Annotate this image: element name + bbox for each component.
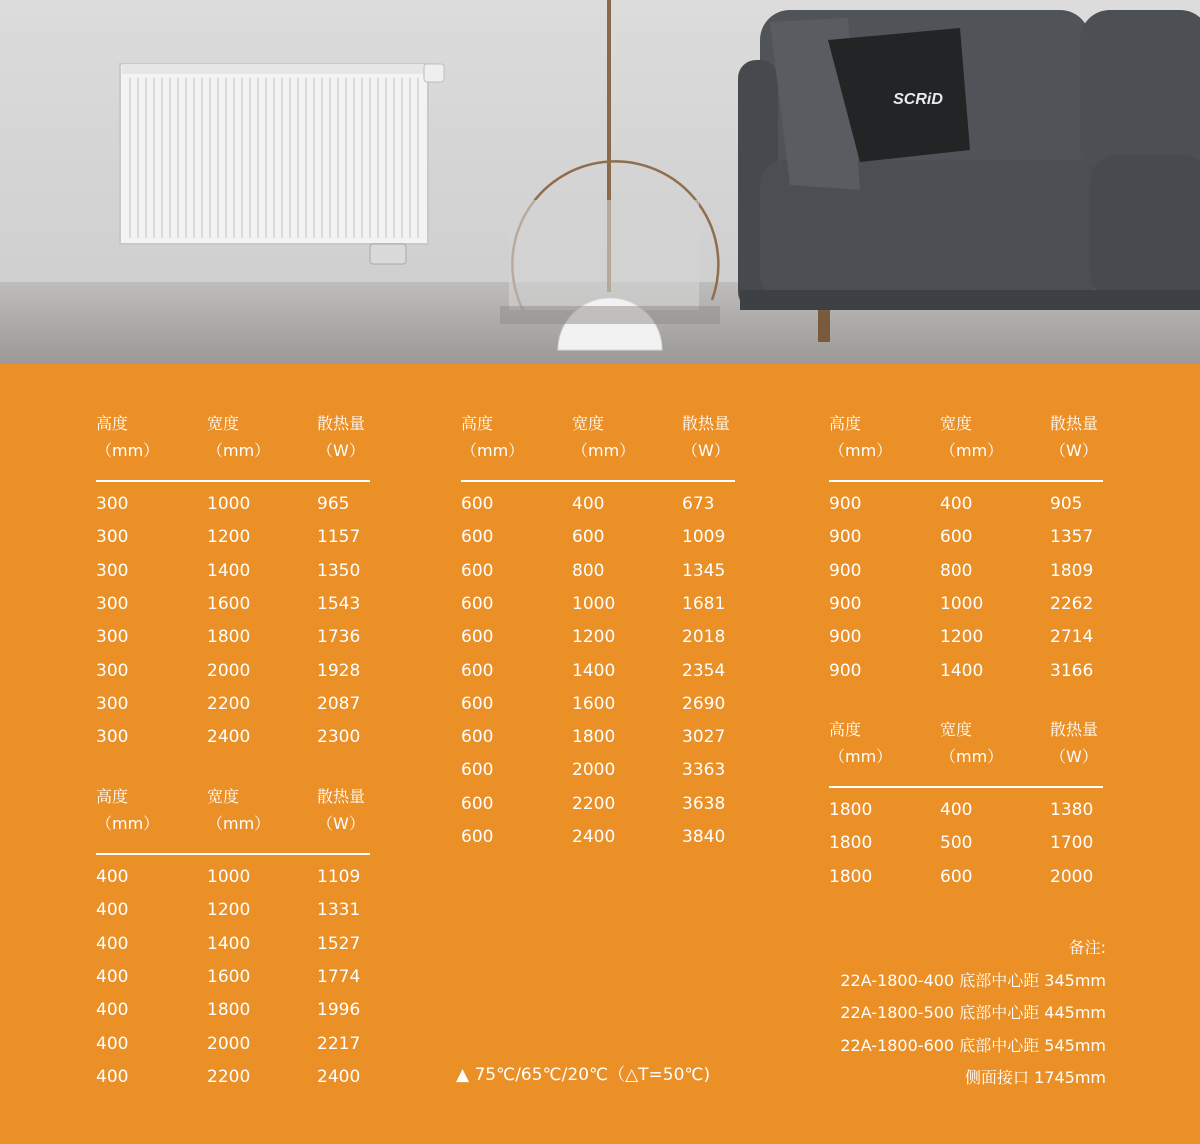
- cell-height: 600: [461, 494, 494, 514]
- table-row: [461, 760, 735, 793]
- cell-width: 800: [572, 560, 605, 581]
- pillow-logo: SCRiD: [893, 91, 943, 108]
- header-width: 宽度 （mm）: [207, 787, 271, 833]
- cell-heat-output: 2262: [1050, 593, 1094, 614]
- table-row: [461, 694, 735, 727]
- cell-height: 900: [829, 527, 862, 548]
- cell-height: 600: [461, 693, 494, 714]
- header-divider: [96, 853, 370, 855]
- cell-heat-output: 2217: [317, 1033, 361, 1054]
- cell-height: 1800: [829, 800, 873, 820]
- header-height: 高度 （mm）: [829, 720, 893, 766]
- cell-heat-output: 1681: [682, 593, 726, 614]
- cell-height: 400: [96, 966, 129, 987]
- table-row: [829, 527, 1103, 560]
- header-divider: [829, 786, 1103, 788]
- cell-height: 900: [829, 494, 862, 514]
- cell-heat-output: 3840: [682, 827, 726, 847]
- cell-width: 1000: [207, 867, 251, 887]
- cell-width: 2200: [572, 793, 616, 814]
- cell-height: 1800: [829, 866, 873, 887]
- cell-heat-output: 2714: [1050, 627, 1094, 648]
- cell-heat-output: 1345: [682, 560, 726, 581]
- cell-heat-output: 1774: [317, 966, 361, 987]
- cell-height: 300: [96, 494, 129, 514]
- table-row: [461, 594, 735, 627]
- table-row: [461, 494, 735, 527]
- cell-heat-output: 2087: [317, 693, 361, 714]
- header-height: 高度 （mm）: [829, 414, 893, 460]
- table-row: [461, 527, 735, 560]
- cell-width: 1000: [207, 494, 251, 514]
- header-heat-output: 散热量 （W）: [1050, 720, 1099, 766]
- cell-width: 1800: [572, 727, 616, 748]
- header-width: 宽度 （mm）: [940, 720, 1004, 766]
- cell-heat-output: 3638: [682, 793, 726, 814]
- sofa-icon: [738, 10, 1200, 342]
- table-row: [96, 900, 370, 933]
- cell-width: 2200: [207, 1066, 251, 1087]
- cell-width: 1200: [572, 627, 616, 648]
- table-row: [96, 934, 370, 967]
- cell-width: 1000: [572, 593, 616, 614]
- cell-height: 300: [96, 660, 129, 681]
- cell-width: 1800: [207, 627, 251, 648]
- table-header: [96, 410, 370, 480]
- test-condition-note: ▲ 75℃/65℃/20℃（△T=50℃): [456, 1065, 711, 1085]
- cell-height: 600: [461, 727, 494, 748]
- cell-width: 2000: [572, 760, 616, 781]
- cell-heat-output: 1736: [317, 627, 361, 648]
- cell-width: 800: [940, 560, 973, 581]
- cell-width: 400: [572, 494, 605, 514]
- cell-heat-output: 1109: [317, 867, 361, 887]
- cell-height: 600: [461, 827, 494, 847]
- cell-width: 1400: [207, 933, 251, 954]
- table-row: [461, 794, 735, 827]
- cell-width: 1600: [207, 966, 251, 987]
- cell-width: 1200: [207, 527, 251, 548]
- header-divider: [829, 480, 1103, 482]
- cell-width: 1400: [572, 660, 616, 681]
- cell-height: 300: [96, 627, 129, 648]
- header-width: 宽度 （mm）: [572, 414, 636, 460]
- header-divider: [96, 480, 370, 482]
- room-scene: [0, 0, 1200, 364]
- cell-heat-output: 1350: [317, 560, 361, 581]
- table-row: [96, 561, 370, 594]
- cell-heat-output: 905: [1050, 494, 1083, 514]
- table-row: [829, 661, 1103, 694]
- table-row: [96, 867, 370, 900]
- cell-heat-output: 1380: [1050, 800, 1094, 820]
- table-row: [96, 661, 370, 694]
- table-row: [461, 827, 735, 860]
- table-row: [829, 561, 1103, 594]
- cell-height: 600: [461, 627, 494, 648]
- header-divider: [461, 480, 735, 482]
- cell-heat-output: 673: [682, 494, 715, 514]
- cell-height: 400: [96, 867, 129, 887]
- cell-width: 2200: [207, 693, 251, 714]
- cell-heat-output: 1543: [317, 593, 361, 614]
- cell-heat-output: 2354: [682, 660, 726, 681]
- cell-width: 2000: [207, 1033, 251, 1054]
- cell-heat-output: 1928: [317, 660, 361, 681]
- cell-heat-output: 3363: [682, 760, 726, 781]
- remark-line: 22A-1800-600 底部中心距 545mm: [840, 1035, 1106, 1055]
- cell-heat-output: 3166: [1050, 660, 1094, 681]
- cell-height: 600: [461, 760, 494, 781]
- cell-height: 600: [461, 560, 494, 581]
- table-row: [829, 833, 1103, 866]
- cell-height: 400: [96, 1033, 129, 1054]
- table-row: [96, 527, 370, 560]
- header-heat-output: 散热量 （W）: [317, 787, 366, 833]
- cell-heat-output: 1809: [1050, 560, 1094, 581]
- cell-heat-output: 2000: [1050, 866, 1094, 887]
- cell-heat-output: 1700: [1050, 833, 1094, 854]
- cell-height: 300: [96, 693, 129, 714]
- table-header: [461, 410, 735, 480]
- cell-height: 400: [96, 933, 129, 954]
- cell-width: 1200: [207, 900, 251, 921]
- cell-heat-output: 1996: [317, 1000, 361, 1021]
- cell-height: 400: [96, 1066, 129, 1087]
- cell-width: 500: [940, 833, 973, 854]
- cell-width: 1600: [572, 693, 616, 714]
- table-row: [461, 727, 735, 760]
- header-height: 高度 （mm）: [96, 787, 160, 833]
- cell-heat-output: 965: [317, 494, 350, 514]
- cell-height: 900: [829, 593, 862, 614]
- cell-height: 1800: [829, 833, 873, 854]
- header-heat-output: 散热量 （W）: [1050, 414, 1099, 460]
- cell-height: 300: [96, 593, 129, 614]
- table-row: [461, 661, 735, 694]
- cell-heat-output: 2690: [682, 693, 726, 714]
- table-row: [829, 800, 1103, 833]
- table-row: [96, 1034, 370, 1067]
- table-row: [829, 494, 1103, 527]
- cell-height: 300: [96, 560, 129, 581]
- cell-height: 600: [461, 593, 494, 614]
- cell-width: 1200: [940, 627, 984, 648]
- cell-height: 900: [829, 627, 862, 648]
- header-height: 高度 （mm）: [96, 414, 160, 460]
- table-row: [461, 561, 735, 594]
- cell-heat-output: 3027: [682, 727, 726, 748]
- table-row: [96, 694, 370, 727]
- table-row: [96, 627, 370, 660]
- table-header: [829, 716, 1103, 786]
- remark-line: 22A-1800-400 底部中心距 345mm: [840, 970, 1106, 990]
- cell-width: 2400: [572, 827, 616, 847]
- remarks-title: 备注:: [1068, 938, 1106, 957]
- header-heat-output: 散热量 （W）: [682, 414, 731, 460]
- cell-width: 1600: [207, 593, 251, 614]
- cell-heat-output: 1527: [317, 933, 361, 954]
- cell-width: 1400: [940, 660, 984, 681]
- cell-heat-output: 1009: [682, 527, 726, 548]
- table-row: [829, 867, 1103, 900]
- table-row: [96, 967, 370, 1000]
- cell-width: 600: [940, 866, 973, 887]
- table-row: [96, 727, 370, 760]
- remarks: [840, 932, 1106, 1095]
- cell-width: 600: [572, 527, 605, 548]
- cell-width: 600: [940, 527, 973, 548]
- cell-width: 400: [940, 494, 973, 514]
- cell-heat-output: 1331: [317, 900, 361, 921]
- table-row: [461, 627, 735, 660]
- cell-height: 300: [96, 527, 129, 548]
- header-width: 宽度 （mm）: [940, 414, 1004, 460]
- table-row: [96, 594, 370, 627]
- table-row: [96, 1067, 370, 1100]
- hero-image: [0, 0, 1200, 364]
- remark-line: 22A-1800-500 底部中心距 445mm: [840, 1003, 1106, 1022]
- cell-height: 600: [461, 793, 494, 814]
- cell-heat-output: 2300: [317, 727, 361, 748]
- header-height: 高度 （mm）: [461, 414, 525, 460]
- cell-width: 2000: [207, 660, 251, 681]
- cell-height: 600: [461, 527, 494, 548]
- cell-height: 600: [461, 660, 494, 681]
- table-row: [829, 594, 1103, 627]
- cell-height: 300: [96, 727, 129, 748]
- cell-width: 1000: [940, 593, 984, 614]
- cell-width: 2400: [207, 727, 251, 748]
- table-row: [96, 494, 370, 527]
- cell-height: 900: [829, 560, 862, 581]
- cell-width: 400: [940, 800, 973, 820]
- cell-height: 400: [96, 1000, 129, 1021]
- cell-width: 1800: [207, 1000, 251, 1021]
- cell-height: 900: [829, 660, 862, 681]
- cell-heat-output: 2018: [682, 627, 726, 648]
- header-heat-output: 散热量 （W）: [317, 414, 366, 460]
- cell-height: 400: [96, 900, 129, 921]
- cell-width: 1400: [207, 560, 251, 581]
- table-row: [96, 1000, 370, 1033]
- table-header: [829, 410, 1103, 480]
- cell-heat-output: 1357: [1050, 527, 1094, 548]
- cell-heat-output: 1157: [317, 527, 361, 548]
- header-width: 宽度 （mm）: [207, 414, 271, 460]
- table-header: [96, 783, 370, 853]
- remark-line: 侧面接口 1745mm: [965, 1068, 1106, 1087]
- cell-heat-output: 2400: [317, 1066, 361, 1087]
- table-row: [829, 627, 1103, 660]
